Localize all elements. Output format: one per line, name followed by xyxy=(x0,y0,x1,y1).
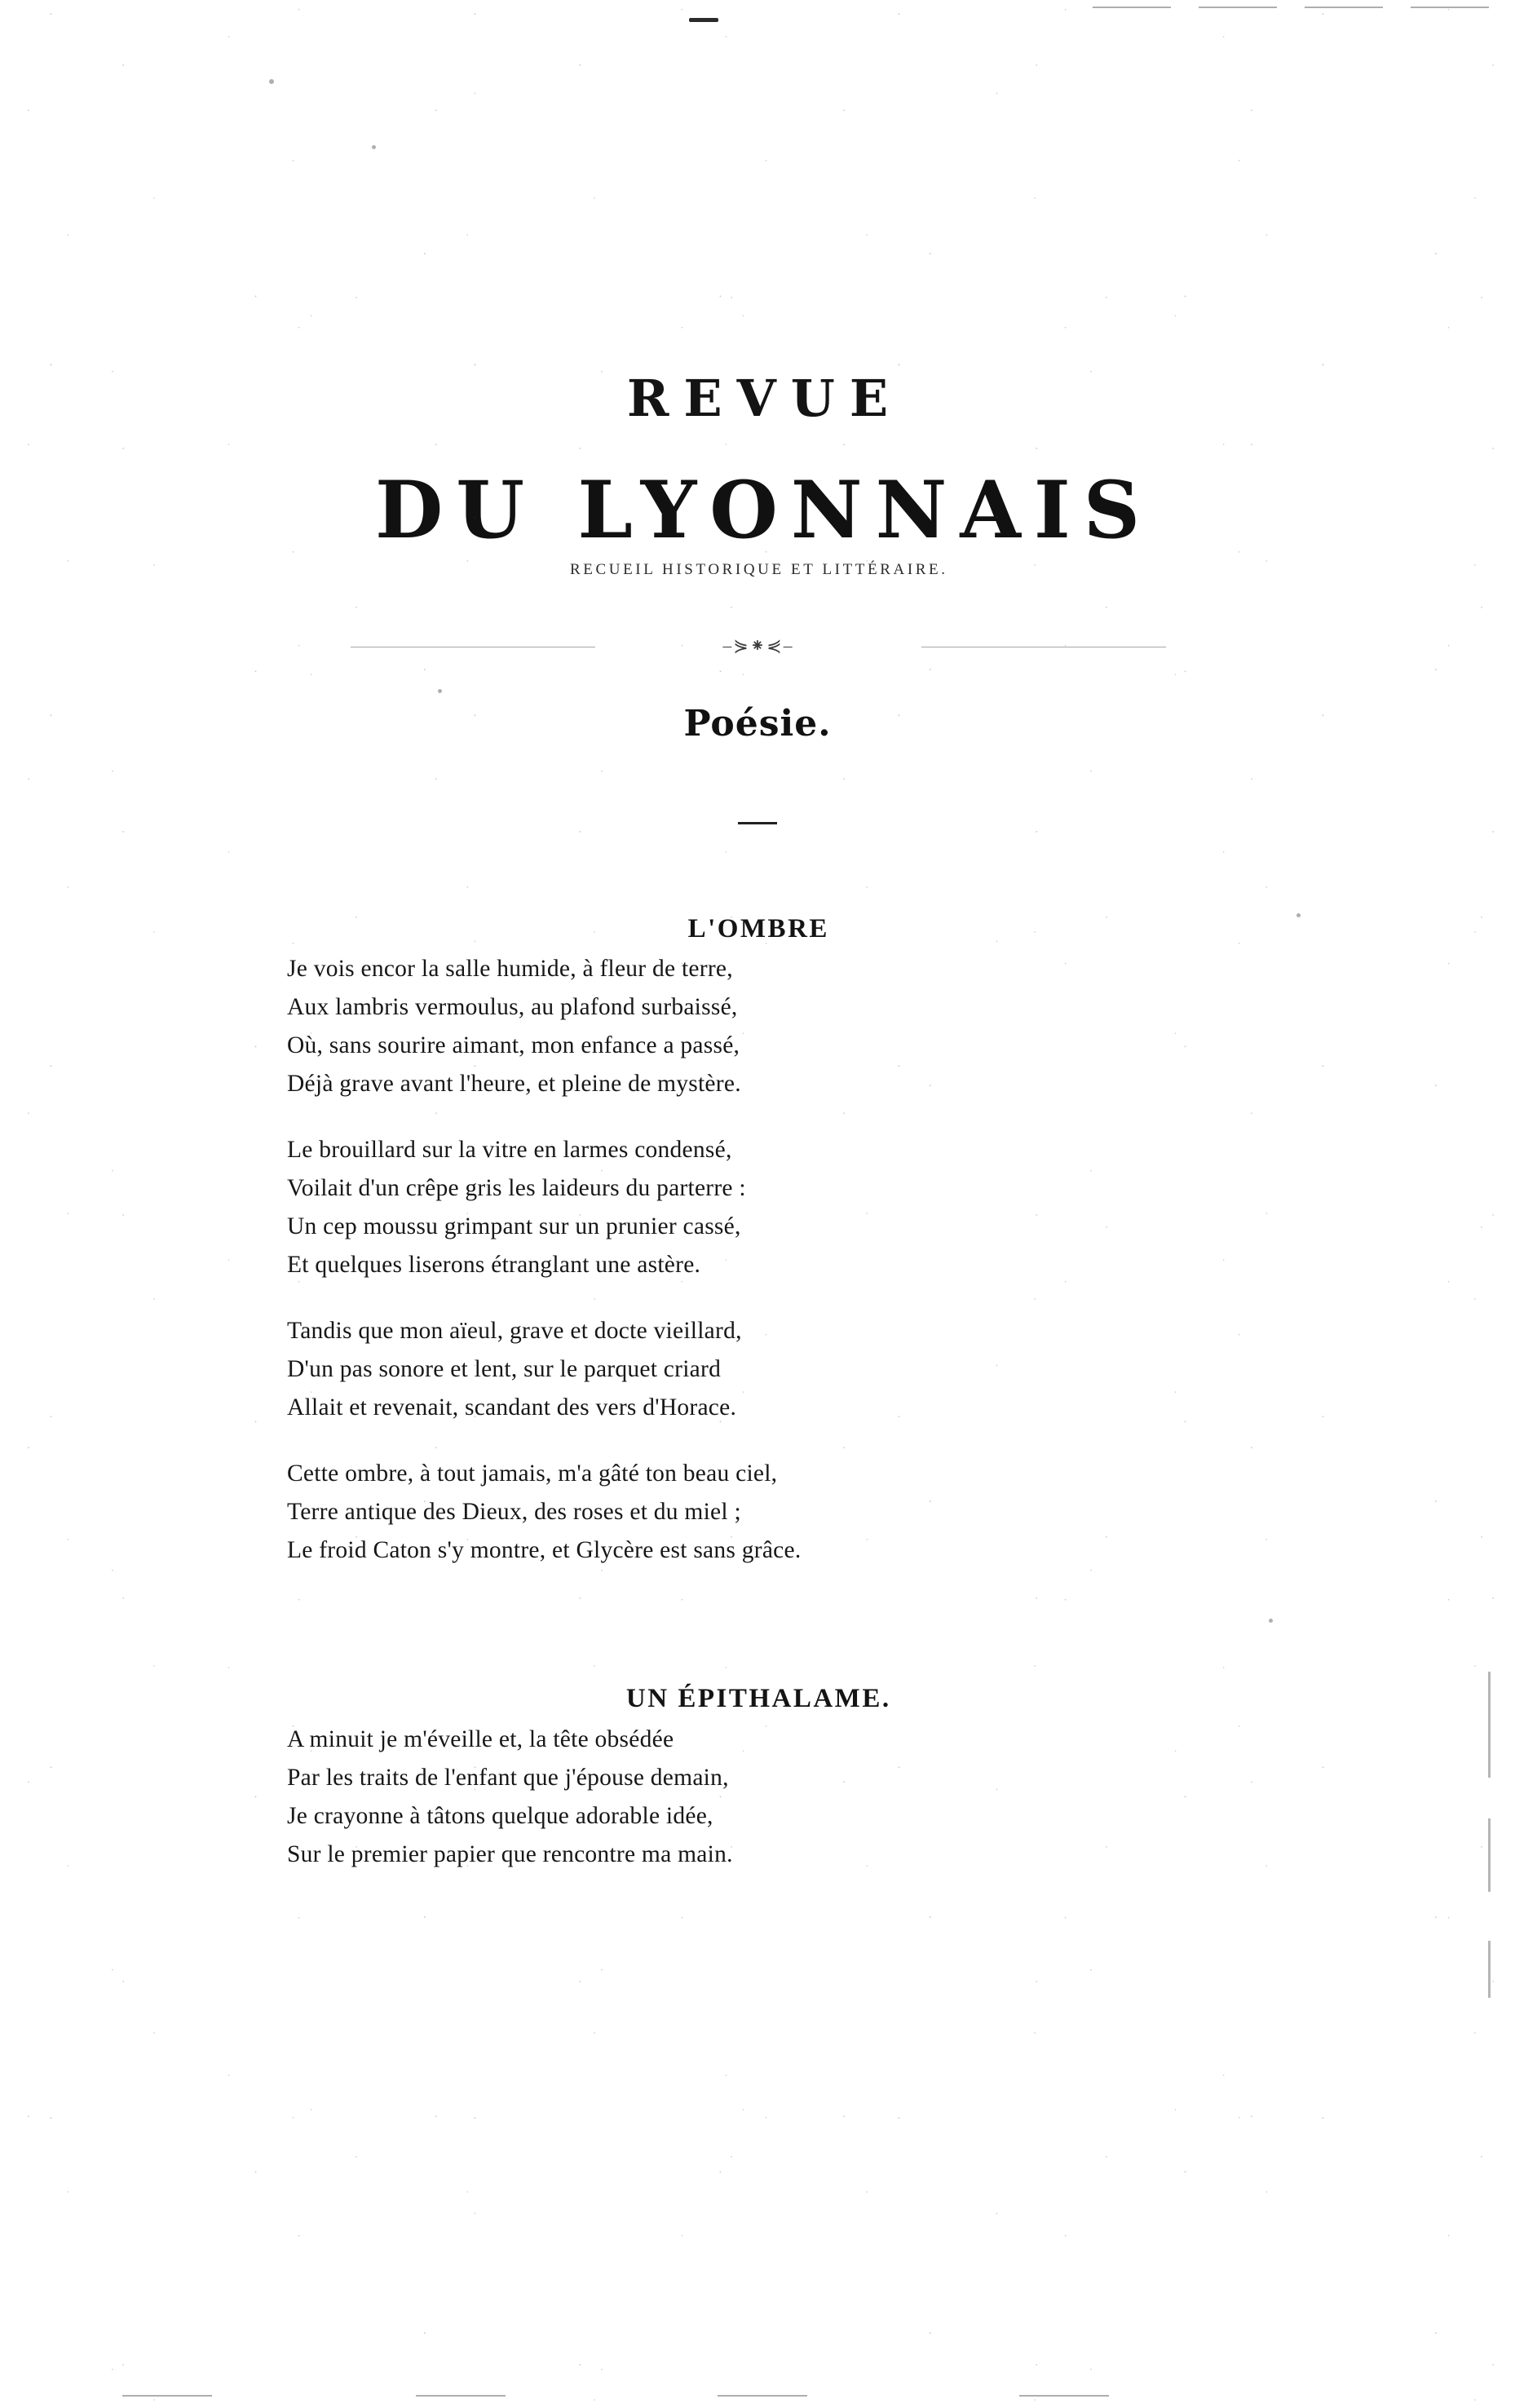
verse-line: Allait et revenait, scandant des vers d'Horace. xyxy=(287,1394,737,1420)
fleuron-ornament-icon: ⎯⋟⁕⋞⎯ xyxy=(722,636,794,656)
scan-speck xyxy=(438,689,442,693)
verse-line: Où, sans sourire aimant, mon enfance a passé, xyxy=(287,1032,740,1058)
verse-line: Sur le premier papier que rencontre ma main. xyxy=(287,1841,733,1867)
scan-speck xyxy=(269,79,274,84)
scan-edge-dashes-top xyxy=(1305,7,1383,8)
verse-line: Un cep moussu grimpant sur un prunier cassé, xyxy=(287,1213,741,1239)
scan-speck xyxy=(372,145,376,149)
section-heading-poesie: Poésie. xyxy=(683,703,832,744)
stanza xyxy=(287,1721,1233,1874)
verse-line: Je crayonne à tâtons quelque adorable idée, xyxy=(287,1803,713,1829)
stanza xyxy=(287,1455,1233,1570)
journal-title-line-1: REVUE xyxy=(626,368,903,428)
scan-edge-line-right xyxy=(1488,1818,1491,1892)
poem-body-un-epithalame xyxy=(287,1721,1233,1902)
scan-speck xyxy=(1269,1619,1273,1623)
stanza xyxy=(287,950,1233,1103)
stanza xyxy=(287,1312,1233,1427)
journal-title-line-2: DU LYONNAIS xyxy=(374,464,1154,557)
scan-edge-line-right xyxy=(1488,1941,1491,1998)
scan-edge-dashes-bottom xyxy=(1019,2395,1109,2397)
scan-edge-dashes-bottom xyxy=(718,2395,807,2397)
verse-line: Aux lambris vermoulus, au plafond surbaissé, xyxy=(287,994,738,1020)
verse-line: Le brouillard sur la vitre en larmes condensé, xyxy=(287,1137,732,1163)
scan-edge-dashes-top xyxy=(1199,7,1277,8)
poem-title-un-epithalame: UN ÉPITHALAME. xyxy=(625,1684,891,1714)
journal-subtitle: RECUEIL HISTORIQUE ET LITTÉRAIRE. xyxy=(570,561,948,578)
verse-line: Tandis que mon aïeul, grave et docte vieillard, xyxy=(287,1318,742,1344)
scan-edge-dashes-bottom xyxy=(416,2395,506,2397)
verse-line: D'un pas sonore et lent, sur le parquet criard xyxy=(287,1356,722,1382)
verse-line: Et quelques liserons étranglant une astère. xyxy=(287,1252,701,1278)
poem-body-lombre xyxy=(287,950,1233,1597)
verse-line: Voilait d'un crêpe gris les laideurs du parterre : xyxy=(287,1175,746,1201)
verse-line: Déjà grave avant l'heure, et pleine de mystère. xyxy=(287,1071,741,1097)
verse-line: Par les traits de l'enfant que j'épouse demain, xyxy=(287,1765,729,1791)
verse-line: Le froid Caton s'y montre, et Glycère est sans grâce. xyxy=(287,1537,802,1563)
verse-line: A minuit je m'éveille et, la tête obsédée xyxy=(287,1726,674,1752)
scan-edge-dashes-top xyxy=(1093,7,1171,8)
decorative-rule xyxy=(351,636,1166,657)
verse-line: Je vois encor la salle humide, à fleur de terre, xyxy=(287,956,733,982)
section-divider-dash xyxy=(738,822,777,824)
scan-tick-mark xyxy=(689,18,718,22)
stanza xyxy=(287,1131,1233,1284)
scan-edge-dashes-top xyxy=(1411,7,1489,8)
verse-line: Cette ombre, à tout jamais, m'a gâté ton beau ciel, xyxy=(287,1460,778,1487)
poem-title-lombre: L'OMBRE xyxy=(687,914,829,944)
verse-line: Terre antique des Dieux, des roses et du miel ; xyxy=(287,1499,741,1525)
scan-edge-dashes-bottom xyxy=(122,2395,212,2397)
